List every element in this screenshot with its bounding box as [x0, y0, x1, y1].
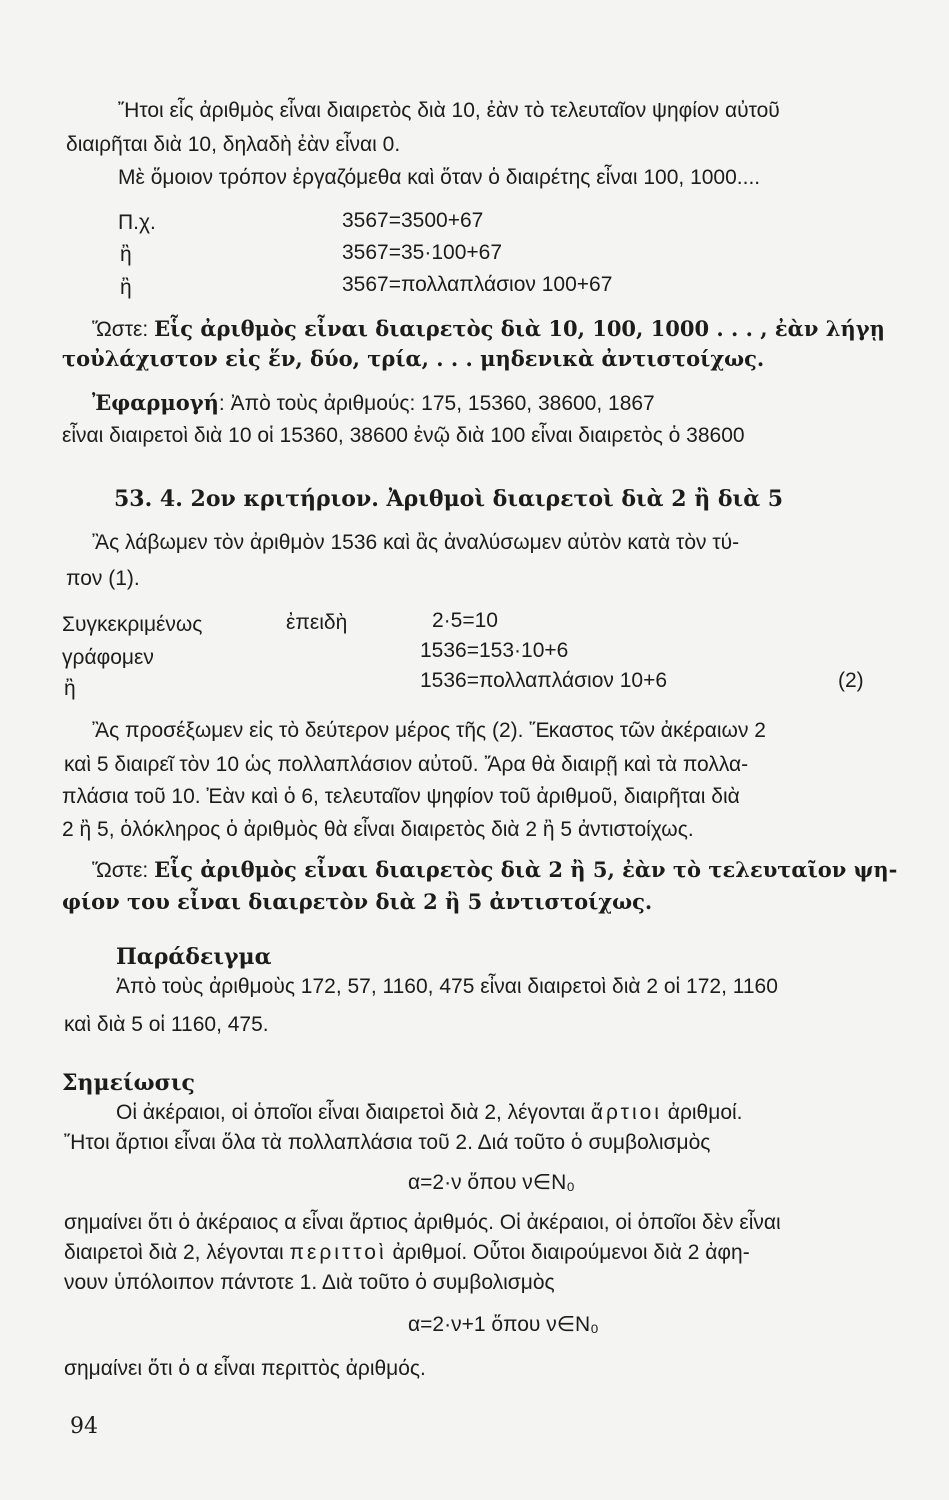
text-line: Ἀπὸ τοὺς ἀριθμοὺς 172, 57, 1160, 475 εἶναι διαιρετοὶ διὰ 2 οἱ 172, 1160 [116, 975, 778, 998]
text-word: γράφομεν [62, 646, 154, 669]
rule-statement [92, 316, 885, 343]
equation: 3567=35·100+67 [342, 241, 502, 264]
equation: 3567=πολλαπλάσιον 100+67 [342, 273, 613, 296]
text-word: ἐπειδὴ [286, 611, 348, 634]
text-line: 2 ἢ 5, ὁλόκληρος ὁ ἀριθμὸς θὰ εἶναι διαιρετὸς διὰ 2 ἢ 5 ἀντιστοίχως. [62, 818, 694, 841]
text-line: Ἂς λάβωμεν τὸν ἀριθμὸν 1536 καὶ ἂς ἀναλύσωμεν αὐτὸν κατὰ τὸν τύ- [92, 531, 740, 554]
formula: α=2·ν+1 ὅπου ν∈N₀ [408, 1313, 599, 1336]
application-text: : Ἀπὸ τοὺς ἀριθμούς: 175, 15360, 38600, 1867 [218, 392, 655, 415]
equation: 1536=πολλαπλάσιον 10+6 [420, 669, 668, 692]
text-fragment: Οἱ ἀκέραιοι, οἱ ὁποῖοι εἶναι διαιρετοὶ διὰ 2, λέγονται [116, 1101, 591, 1124]
text-line: πον (1). [66, 567, 140, 590]
text-fragment: διαιρετοὶ διὰ 2, λέγονται [64, 1241, 290, 1264]
text-line: Ἤτοι εἷς ἀριθμὸς εἶναι διαιρετὸς διὰ 10, ἐὰν τὸ τελευταῖον ψηφίον αὐτοῦ [118, 99, 780, 122]
rule-text: τοὐλάχιστον εἰς ἕν, δύο, τρία, . . . μηδενικὰ ἀντιστοίχως. [62, 346, 765, 371]
or-word: ἢ [64, 677, 76, 700]
application-line [92, 390, 655, 417]
text-line [64, 1240, 750, 1266]
text-line: σημαίνει ὅτι ὁ ἀκέραιος α εἶναι ἄρτιος ἀριθμός. Οἱ ἀκέραιοι, οἱ ὁποῖοι δὲν εἶναι [64, 1211, 781, 1234]
rule-text: Εἷς ἀριθμὸς εἶναι διαιρετὸς διὰ 2 ἢ 5, ἐὰν τὸ τελευταῖον ψη- [154, 857, 898, 882]
text-fragment: ἀριθμοί. [661, 1101, 743, 1124]
rule-text: φίον του εἶναι διαιρετὸν διὰ 2 ἢ 5 ἀντιστοίχως. [62, 889, 653, 914]
equation-number: (2) [838, 669, 864, 692]
emphasized-term: ἄρτιοι [590, 1101, 662, 1124]
page-number: 94 [70, 1414, 98, 1439]
text-line: Ἂς προσέξωμεν εἰς τὸ δεύτερον μέρος τῆς (2). Ἕκαστος τῶν ἀκέραιων 2 [92, 719, 766, 742]
rule-prefix: Ὥστε: [92, 318, 155, 341]
rule-text: Εἷς ἀριθμὸς εἶναι διαιρετὸς διὰ 10, 100, 1000 . . . , ἐὰν λήγῃ [154, 316, 885, 341]
text-line: καὶ διὰ 5 οἱ 1160, 475. [64, 1013, 269, 1036]
equation: 3567=3500+67 [342, 209, 484, 232]
text-line: καὶ 5 διαιρεῖ τὸν 10 ὡς πολλαπλάσιον αὐτοῦ. Ἄρα θὰ διαιρῇ καὶ τὰ πολλα- [64, 753, 749, 776]
text-fragment: ἀριθμοί. Οὗτοι διαιρούμενοι διὰ 2 ἀφη- [386, 1241, 750, 1264]
application-label: Ἐφαρμογή [92, 390, 219, 415]
text-line: Ἤτοι ἄρτιοι εἶναι ὅλα τὰ πολλαπλάσια τοῦ 2. Διά τοῦτο ὁ συμβολισμὸς [64, 1131, 711, 1154]
equation: 2·5=10 [432, 609, 498, 632]
rule-statement [92, 857, 897, 884]
equation: 1536=153·10+6 [420, 639, 569, 662]
example-label: Π.χ. [118, 211, 156, 234]
emphasized-term: περιττοὶ [289, 1241, 387, 1264]
text-line: διαιρῆται διὰ 10, δηλαδὴ ἐὰν εἶναι 0. [66, 133, 401, 156]
text-line: Μὲ ὅμοιον τρόπον ἐργαζόμεθα καὶ ὅταν ὁ διαιρέτης εἶναι 100, 1000.... [118, 166, 761, 189]
text-line [116, 1100, 743, 1126]
text-line: νουν ὑπόλοιπον πάντοτε 1. Διὰ τοῦτο ὁ συμβολισμὸς [64, 1271, 555, 1294]
text-line: πλάσια τοῦ 10. Ἐὰν καὶ ὁ 6, τελευταῖον ψηφίον τοῦ ἀριθμοῦ, διαιρῆται διὰ [62, 785, 740, 808]
formula: α=2·ν ὅπου ν∈N₀ [408, 1171, 575, 1194]
rule-prefix: Ὥστε: [92, 859, 155, 882]
text-line: σημαίνει ὅτι ὁ α εἶναι περιττὸς ἀριθμός. [64, 1357, 426, 1380]
text-line: εἶναι διαιρετοὶ διὰ 10 οἱ 15360, 38600 ἐνῷ διὰ 100 εἶναι διαιρετὸς ὁ 38600 [62, 424, 745, 447]
or-word: ἢ [120, 243, 132, 266]
section-heading: 53. 4. 2ον κριτήριον. Ἀριθμοὶ διαιρετοὶ διὰ 2 ἢ διὰ 5 [114, 486, 784, 512]
example-heading: Παράδειγμα [116, 944, 272, 970]
or-word: ἢ [120, 276, 132, 299]
note-heading: Σημείωσις [62, 1070, 195, 1096]
text-word: Συγκεκριμένως [62, 613, 203, 636]
